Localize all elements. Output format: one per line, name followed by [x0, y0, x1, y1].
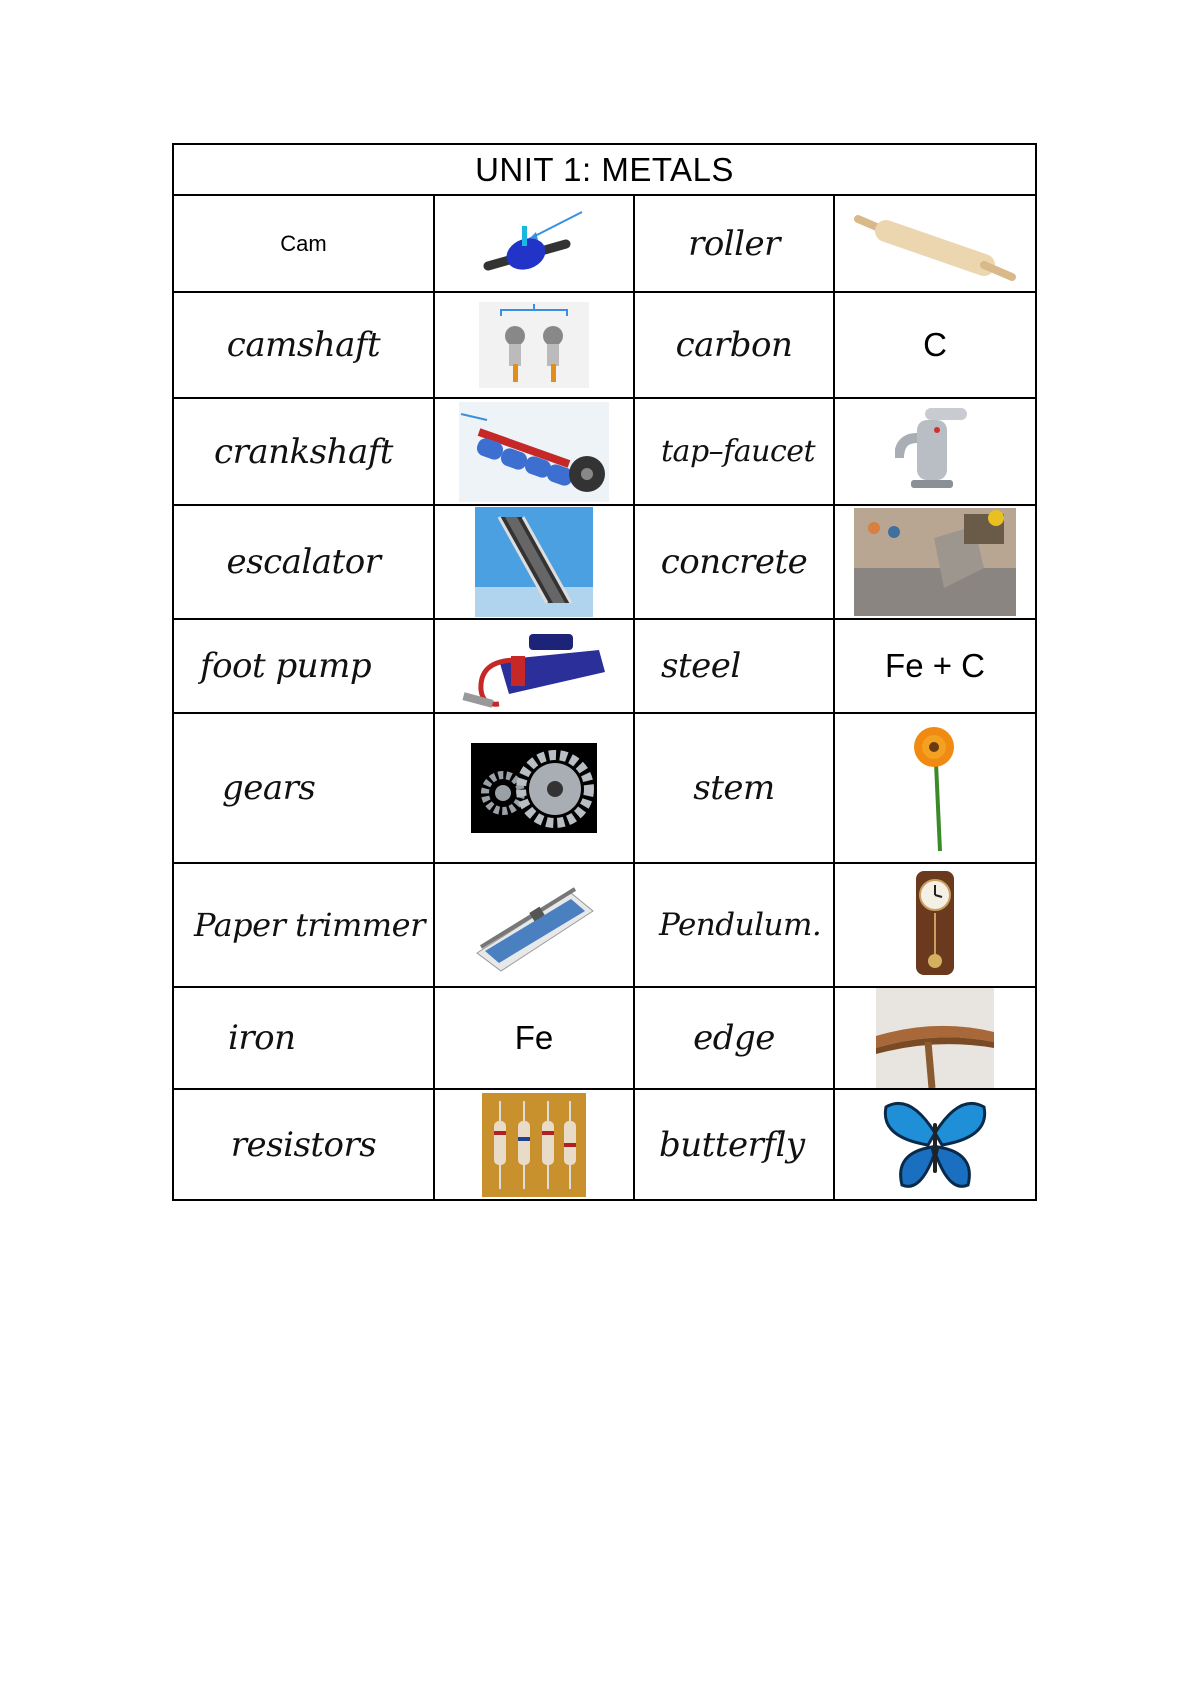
- picture-cell: [434, 713, 634, 863]
- camshaft-icon: [479, 302, 589, 388]
- picture-cell: [434, 619, 634, 713]
- foot-pump-icon: [459, 620, 609, 712]
- term-label: camshaft: [226, 325, 381, 365]
- table-row: [173, 1089, 1036, 1200]
- term-cell: [173, 398, 434, 505]
- gears-icon: [471, 743, 597, 833]
- term-cell: [634, 505, 834, 619]
- term-cell: [634, 195, 834, 292]
- term-cell: [173, 713, 434, 863]
- crankshaft-icon: [459, 402, 609, 502]
- term-label: tap–faucet: [661, 433, 816, 469]
- picture-cell: [434, 195, 634, 292]
- term-label: resistors: [230, 1124, 377, 1165]
- term-cell: [173, 505, 434, 619]
- term-label: escalator: [226, 542, 381, 582]
- picture-cell: [834, 987, 1036, 1089]
- pendulum-clock-icon: [910, 869, 960, 981]
- picture-cell: [834, 398, 1036, 505]
- table-row: [173, 619, 1036, 713]
- picture-cell: [434, 292, 634, 398]
- term-cell: [173, 1089, 434, 1200]
- vocab-table: [172, 143, 1037, 1201]
- chemical-symbol: Fe: [514, 1019, 554, 1056]
- picture-cell: [834, 195, 1036, 292]
- escalator-icon: [475, 507, 593, 617]
- table-row: [173, 713, 1036, 863]
- term-label: Cam: [280, 230, 327, 256]
- picture-cell: [834, 505, 1036, 619]
- term-cell: [173, 195, 434, 292]
- picture-cell: [434, 1089, 634, 1200]
- picture-cell: [834, 713, 1036, 863]
- table-row: [173, 398, 1036, 505]
- term-cell: [634, 1089, 834, 1200]
- term-label: roller: [688, 223, 780, 264]
- term-label: Pendulum.: [659, 907, 822, 943]
- term-cell: [173, 863, 434, 987]
- term-cell: [634, 398, 834, 505]
- term-label: steel: [661, 646, 741, 686]
- table-row: [173, 505, 1036, 619]
- term-cell: [173, 987, 434, 1089]
- picture-cell: [434, 398, 634, 505]
- term-cell: [634, 987, 834, 1089]
- term-label: crankshaft: [214, 431, 393, 472]
- term-label: foot pump: [200, 646, 372, 686]
- term-cell: [173, 619, 434, 713]
- flower-icon: [900, 723, 970, 853]
- term-label: concrete: [660, 542, 808, 582]
- rolling-pin-icon: [850, 199, 1020, 289]
- symbol-cell: [834, 619, 1036, 713]
- table-row: [173, 195, 1036, 292]
- butterfly-icon: [880, 1093, 990, 1197]
- term-label: butterfly: [659, 1124, 805, 1165]
- picture-cell: [834, 1089, 1036, 1200]
- picture-cell: [434, 505, 634, 619]
- picture-cell: [834, 863, 1036, 987]
- picture-cell: [434, 863, 634, 987]
- term-cell: [634, 619, 834, 713]
- cam-icon: [474, 204, 594, 284]
- table-row: [173, 292, 1036, 398]
- term-cell: [634, 863, 834, 987]
- term-cell: [634, 292, 834, 398]
- term-cell: [173, 292, 434, 398]
- term-label: Paper trimmer: [194, 906, 425, 944]
- page-title: UNIT 1: METALS: [173, 144, 1036, 195]
- table-edge-icon: [876, 988, 994, 1088]
- concrete-icon: [854, 508, 1016, 616]
- term-label: carbon: [675, 325, 793, 365]
- symbol-cell: [834, 292, 1036, 398]
- term-label: stem: [693, 768, 775, 808]
- paper-trimmer-icon: [471, 875, 597, 975]
- table-row: [173, 987, 1036, 1089]
- worksheet: [172, 143, 1035, 1201]
- term-cell: [634, 713, 834, 863]
- resistors-icon: [482, 1093, 586, 1197]
- title-row: [173, 144, 1036, 195]
- term-label: iron: [228, 1018, 296, 1058]
- chemical-formula: Fe + C: [885, 647, 985, 684]
- term-label: gears: [222, 768, 316, 808]
- chemical-symbol: C: [923, 326, 947, 363]
- tap-icon: [895, 404, 975, 499]
- table-row: [173, 863, 1036, 987]
- symbol-cell: [434, 987, 634, 1089]
- term-label: edge: [693, 1018, 775, 1058]
